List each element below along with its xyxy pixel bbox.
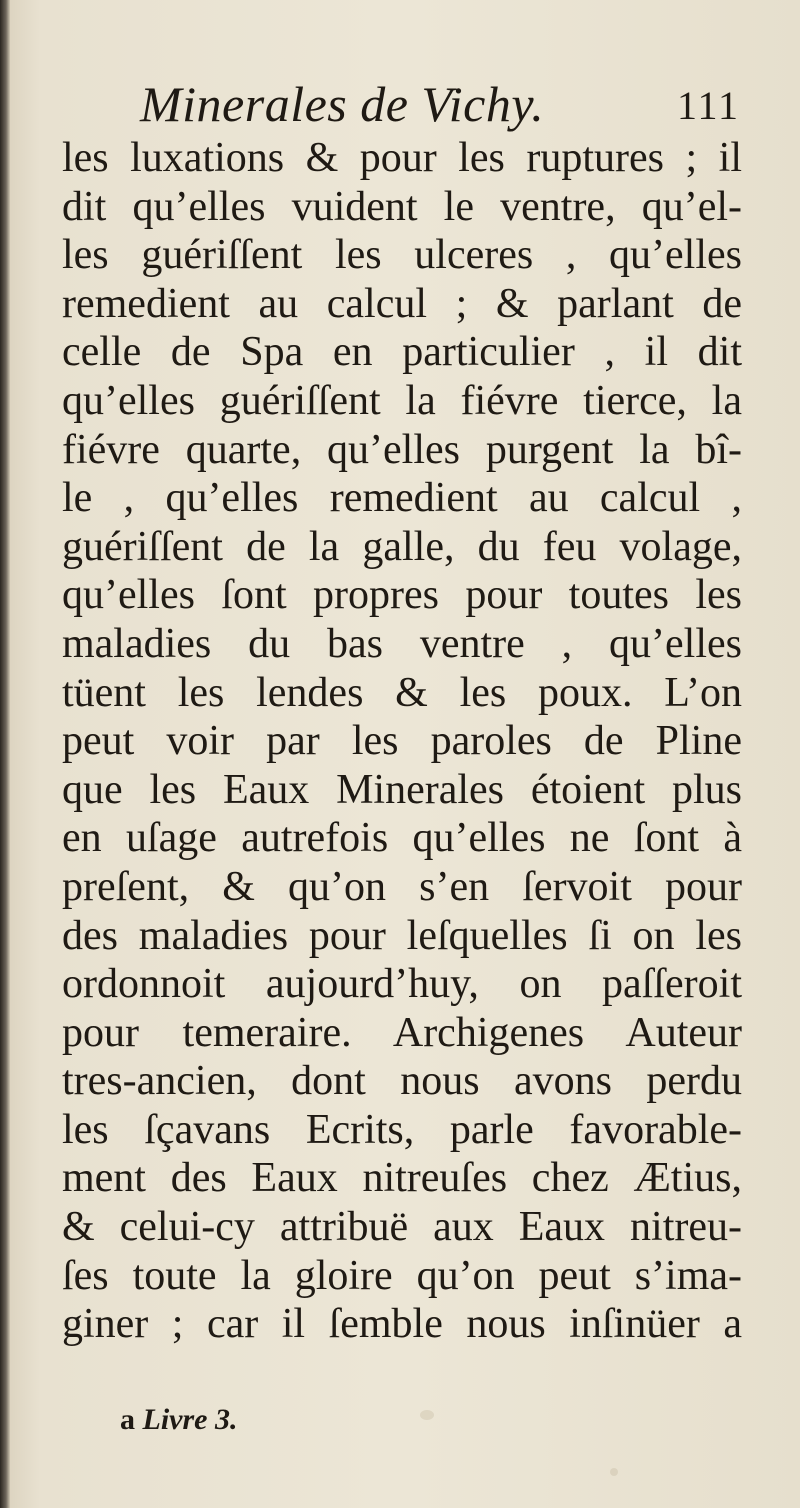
text-line: giner ; car il ſemble nous inſinüer a bbox=[62, 1301, 742, 1348]
text-line: qu’elles guériſſent la fiévre tierce, la bbox=[62, 377, 742, 424]
text-line: que les Eaux Minerales étoient plus bbox=[62, 766, 742, 813]
footnote-text: Livre 3. bbox=[142, 1403, 238, 1436]
text-line: celle de Spa en particulier , il dit bbox=[62, 329, 742, 376]
text-line: en uſage autrefois qu’elles ne ſont à bbox=[62, 815, 742, 862]
text-line: remedient au calcul ; & parlant de bbox=[62, 280, 742, 327]
text-line: le , qu’elles remedient au calcul , bbox=[62, 475, 742, 522]
text-line: peut voir par les paroles de Pline bbox=[62, 718, 742, 765]
paper-stain bbox=[420, 1410, 434, 1420]
text-line: des maladies pour leſquelles ſi on les bbox=[62, 912, 742, 959]
text-line: & celui-cy attribuë aux Eaux nitreu- bbox=[62, 1204, 742, 1251]
page-header bbox=[140, 72, 740, 136]
text-line: ment des Eaux nitreuſes chez Ætius, bbox=[62, 1155, 742, 1202]
page-gutter-shadow bbox=[0, 0, 10, 1508]
text-line: fiévre quarte, qu’elles purgent la bî- bbox=[62, 426, 742, 473]
text-line: guériſſent de la galle, du feu volage, bbox=[62, 523, 742, 570]
page-number: 111 bbox=[676, 83, 740, 128]
text-line: preſent, & qu’on s’en ſervoit pour bbox=[62, 863, 742, 910]
text-line: ſes toute la gloire qu’on peut s’ima- bbox=[62, 1252, 742, 1299]
text-line: les guériſſent les ulceres , qu’elles bbox=[62, 232, 742, 279]
text-line: dit qu’elles vuident le ventre, qu’el- bbox=[62, 183, 742, 230]
text-line: pour temeraire. Archigenes Auteur bbox=[62, 1009, 742, 1056]
footnote bbox=[120, 1400, 237, 1440]
text-line: les ſçavans Ecrits, parle favorable- bbox=[62, 1106, 742, 1153]
paper-stain bbox=[610, 1468, 618, 1476]
text-line: qu’elles ſont propres pour toutes les bbox=[62, 572, 742, 619]
running-title: Minerales de Vichy. bbox=[140, 76, 545, 132]
text-line: les luxations & pour les ruptures ; il bbox=[62, 135, 742, 181]
text-line: maladies du bas ventre , qu’elles bbox=[62, 620, 742, 667]
text-line: tres-ancien, dont nous avons perdu bbox=[62, 1058, 742, 1105]
text-line: tüent les lendes & les poux. L’on bbox=[62, 669, 742, 716]
text-line: ordonnoit aujourd’huy, on paſſeroit bbox=[62, 961, 742, 1008]
body-text bbox=[62, 134, 742, 1349]
footnote-marker: a bbox=[120, 1403, 135, 1436]
